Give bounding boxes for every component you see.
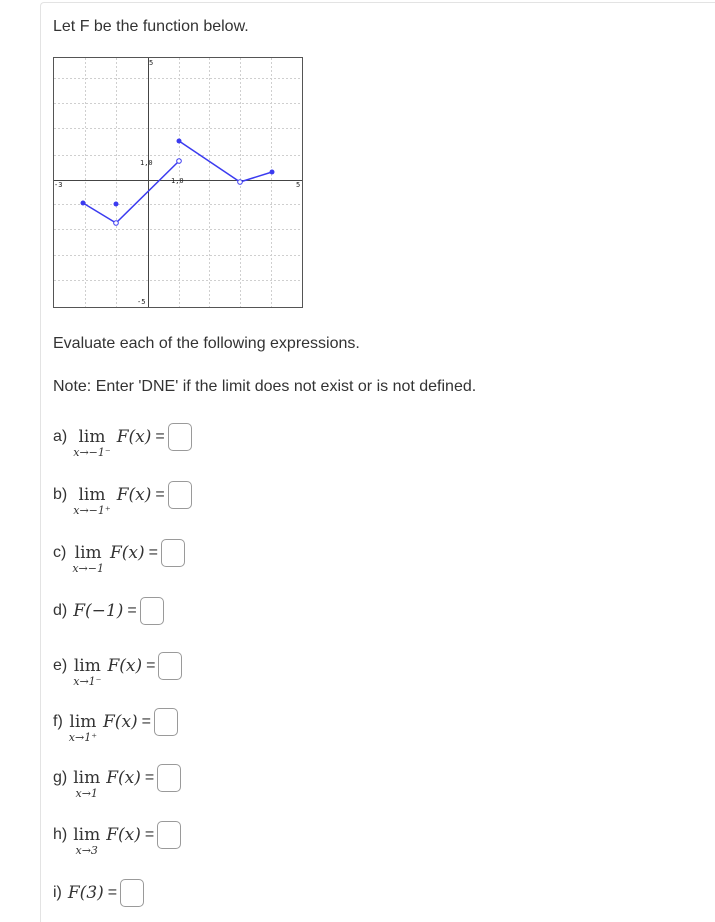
question-label: c) <box>53 544 67 561</box>
limit-subscript: x→−1⁺ <box>73 504 111 517</box>
note-text: Note: Enter 'DNE' if the limit does not exist or is not defined. <box>53 378 477 395</box>
point-label-lower: 1,0 <box>171 177 184 185</box>
question-g <box>53 769 181 800</box>
limit-subscript: x→1 <box>75 787 98 800</box>
limit-notation <box>73 769 100 800</box>
answer-input-i[interactable] <box>120 879 144 907</box>
limit-subscript: x→−1⁻ <box>73 446 111 459</box>
limit-notation <box>72 544 104 575</box>
function-expression: F(3) <box>67 883 104 903</box>
x-max-label: 5 <box>296 181 301 189</box>
equals-sign: = <box>107 884 118 901</box>
function-expression: F(x) <box>109 543 145 563</box>
function-graph <box>53 57 303 308</box>
lim-word: lim <box>73 768 101 788</box>
function-expression: F(x) <box>116 427 152 447</box>
equals-sign: = <box>155 486 165 503</box>
closed-point-peak <box>177 139 182 144</box>
x-min-label: -3 <box>54 181 63 189</box>
function-expression: F(x) <box>107 656 143 676</box>
limit-notation <box>73 826 100 857</box>
equals-sign: = <box>148 544 158 561</box>
function-expression: F(x) <box>116 485 152 505</box>
limit-notation <box>73 428 110 459</box>
point-label-upper: 1,0 <box>140 159 153 167</box>
equals-sign: = <box>141 713 152 730</box>
function-expression: F(x) <box>106 768 141 788</box>
lim-word: lim <box>73 656 101 676</box>
function-expression: F(x) <box>103 712 138 732</box>
question-a <box>53 428 192 459</box>
question-e <box>53 657 182 688</box>
answer-input-e[interactable] <box>158 652 182 680</box>
answer-input-f[interactable] <box>154 708 178 736</box>
lim-word: lim <box>74 543 102 563</box>
question-d <box>53 602 164 625</box>
limit-subscript: x→3 <box>75 844 98 857</box>
lim-word: lim <box>73 825 101 845</box>
answer-input-b[interactable] <box>168 481 192 509</box>
equals-sign: = <box>146 657 156 674</box>
closed-point-left <box>81 201 86 206</box>
answer-input-c[interactable] <box>161 539 185 567</box>
answer-input-a[interactable] <box>168 423 192 451</box>
question-label: h) <box>53 826 68 843</box>
equals-sign: = <box>127 602 137 619</box>
y-min-label: -5 <box>137 298 146 306</box>
lim-word: lim <box>78 427 106 447</box>
limit-subscript: x→−1 <box>72 562 104 575</box>
question-i <box>53 884 144 907</box>
question-label: a) <box>53 428 68 445</box>
answer-input-g[interactable] <box>157 764 181 792</box>
open-point-mid <box>177 159 182 164</box>
answer-input-h[interactable] <box>157 821 181 849</box>
lim-word: lim <box>69 712 97 732</box>
limit-subscript: x→1⁺ <box>68 731 98 744</box>
limit-notation <box>73 657 101 688</box>
limit-notation <box>73 486 110 517</box>
closed-point-right <box>270 170 275 175</box>
equals-sign: = <box>155 428 165 445</box>
lim-word: lim <box>78 485 106 505</box>
question-label: d) <box>53 602 68 619</box>
question-label: i) <box>53 884 62 901</box>
open-point-min <box>114 221 119 226</box>
intro-text: Let F be the function below. <box>53 18 249 35</box>
question-label: e) <box>53 657 68 674</box>
answer-input-d[interactable] <box>140 597 164 625</box>
instructions-text: Evaluate each of the following expressions. <box>53 335 360 352</box>
question-label: b) <box>53 486 68 503</box>
graph-svg <box>53 57 303 308</box>
question-label: g) <box>53 769 68 786</box>
y-max-label: 5 <box>149 59 154 67</box>
question-b <box>53 486 192 517</box>
question-label: f) <box>53 713 63 730</box>
question-h <box>53 826 181 857</box>
equals-sign: = <box>144 826 155 843</box>
limit-subscript: x→1⁻ <box>73 675 102 688</box>
limit-notation <box>69 713 97 744</box>
equals-sign: = <box>144 769 155 786</box>
question-c <box>53 544 185 575</box>
open-point-valley <box>238 180 243 185</box>
question-f <box>53 713 178 744</box>
function-expression: F(−1) <box>73 601 124 621</box>
function-expression: F(x) <box>106 825 141 845</box>
closed-point-isolated <box>114 202 119 207</box>
